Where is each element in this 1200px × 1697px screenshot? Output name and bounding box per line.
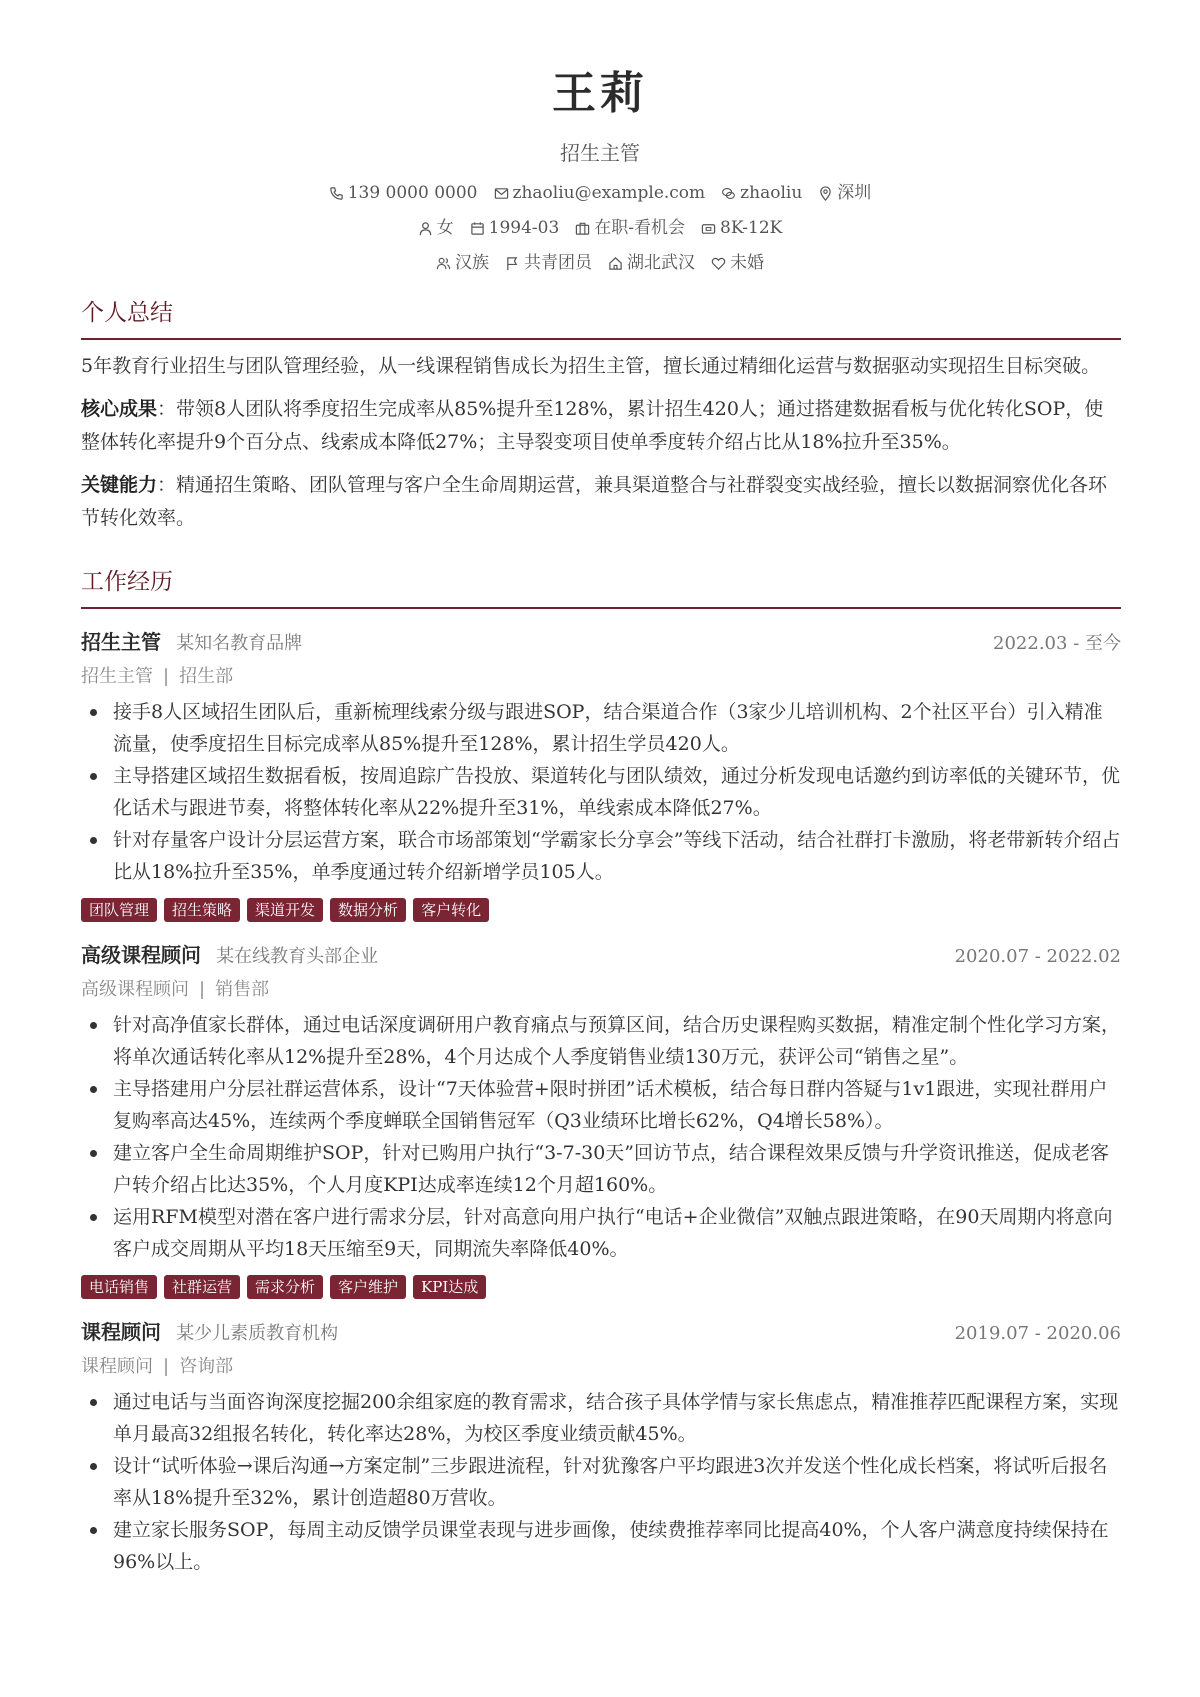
job-bullet: 建立客户全生命周期维护SOP，针对已购用户执行“3-7-30天”回访节点，结合课程效果反馈与升学资讯推送，促成老客户转介绍占比达35%，个人月度KPI达成率连续12个月超160%。 (81, 1137, 1121, 1201)
hometown-info (608, 250, 695, 276)
experience-title: 工作经历 (81, 569, 173, 595)
separator: | (163, 1356, 170, 1377)
skill-tag: 数据分析 (330, 898, 406, 922)
job-bullets (81, 696, 1121, 888)
experience-section (81, 565, 1121, 1578)
birth-info (470, 215, 560, 241)
gender-info (418, 215, 454, 241)
candidate-name: 王莉 (552, 68, 648, 119)
ethnicity-info (436, 250, 489, 276)
status-info (575, 215, 685, 241)
skill-tag: KPI达成 (413, 1275, 486, 1299)
job-department: 销售部 (215, 979, 270, 1000)
job-bullet: 主导搭建区域招生数据看板，按周追踪广告投放、渠道转化与团队绩效，通过分析发现电话邀约到访率低的关键环节，优化话术与跟进节奏，将整体转化率从22%提升至31%，单线索成本降低27%。 (81, 760, 1121, 824)
salary-info (701, 215, 782, 241)
briefcase-icon (575, 221, 590, 236)
job-entry (81, 1317, 1121, 1578)
job-entry (81, 627, 1121, 922)
skill-tag: 需求分析 (247, 1275, 323, 1299)
job-bullet: 设计“试听体验→课后沟通→方案定制”三步跟进流程，针对犹豫客户平均跟进3次并发送个性化成长档案，将试听后报名率从18%提升至32%，累计创造超80万营收。 (81, 1450, 1121, 1514)
gender-text: 女 (436, 218, 454, 238)
email-text: zhaoliu@example.com (512, 183, 706, 203)
experience-divider (81, 607, 1121, 609)
summary-intro: 5年教育行业招生与团队管理经验，从一线课程销售成长为招生主管，擅长通过精细化运营与数据驱动实现招生目标突破。 (81, 355, 1101, 377)
job-date: 2020.07 - 2022.02 (954, 946, 1121, 967)
phone-info (329, 180, 478, 206)
job-bullets (81, 1386, 1121, 1578)
status-text: 在职-看机会 (594, 218, 686, 238)
email-icon (494, 186, 509, 201)
skill-tag: 社群运营 (164, 1275, 240, 1299)
skill-tag: 客户转化 (413, 898, 489, 922)
profile-row (0, 215, 1200, 241)
job-tags (81, 1275, 1121, 1299)
political-info (505, 250, 592, 276)
job-bullet: 主导搭建用户分层社群运营体系，设计“7天体验营+限时拼团”话术模板，结合每日群内答疑与1v1跟进，实现社群用户复购率高达45%，连续两个季度蝉联全国销售冠军（Q3业绩环比增长62%，Q4增长58%）。 (81, 1073, 1121, 1137)
job-tags (81, 898, 1121, 922)
job-title: 招生主管 (81, 630, 161, 654)
phone-text: 139 0000 0000 (347, 183, 478, 203)
people-icon (436, 256, 451, 271)
job-bullet: 通过电话与当面咨询深度挖掘200余组家庭的教育需求，结合孩子具体学情与家长焦虑点，精准推荐匹配课程方案，实现单月最高32组报名转化，转化率达28%，为校区季度业绩贡献45%。 (81, 1386, 1121, 1450)
achievements-text: ：带领8人团队将季度招生完成率从85%提升至128%，累计招生420人；通过搭建数据看板与优化转化SOP，使整体转化率提升9个百分点、线索成本降低27%；主导裂变项目使单季度转介绍占比从18%拉升至35%。 (81, 398, 1104, 453)
achievements-label: 核心成果 (81, 398, 158, 420)
job-company: 某知名教育品牌 (176, 633, 303, 654)
job-date: 2022.03 - 至今 (993, 633, 1121, 654)
resume-body (81, 296, 1121, 1578)
hometown-text: 湖北武汉 (627, 253, 695, 273)
location-text: 深圳 (837, 183, 872, 203)
job-position: 招生主管 (81, 666, 153, 687)
wallet-icon (701, 221, 716, 236)
email-info (494, 180, 706, 206)
job-company: 某在线教育头部企业 (216, 946, 379, 967)
marital-info (711, 250, 764, 276)
wechat-info (721, 180, 802, 206)
person-icon (418, 221, 433, 236)
job-bullet: 针对高净值家长群体，通过电话深度调研用户教育痛点与预算区间，结合历史课程购买数据，精准定制个性化学习方案，将单次通话转化率从12%提升至28%，4个月达成个人季度销售业绩130万元，获评公司“销售之星”。 (81, 1009, 1121, 1073)
marital-text: 未婚 (730, 253, 764, 273)
salary-text: 8K-12K (720, 218, 783, 238)
skill-tag: 渠道开发 (247, 898, 323, 922)
skill-tag: 电话销售 (81, 1275, 157, 1299)
job-bullet: 建立家长服务SOP，每周主动反馈学员课堂表现与进步画像，使续费推荐率同比提高40%，个人客户满意度持续保持在96%以上。 (81, 1514, 1121, 1578)
resume-header (0, 0, 1200, 276)
job-company: 某少儿素质教育机构 (176, 1323, 339, 1344)
separator: | (199, 979, 206, 1000)
job-bullet: 针对存量客户设计分层运营方案，联合市场部策划“学霸家长分享会”等线下活动，结合社群打卡激励，将老带新转介绍占比从18%拉升至35%，单季度通过转介绍新增学员105人。 (81, 824, 1121, 888)
wechat-icon (721, 186, 736, 201)
ethnicity-text: 汉族 (455, 253, 489, 273)
political-text: 共青团员 (524, 253, 592, 273)
separator: | (163, 666, 170, 687)
summary-achievements (81, 393, 1121, 459)
flag-icon (505, 256, 520, 271)
skills-text: ：精通招生策略、团队管理与客户全生命周期运营，兼具渠道整合与社群裂变实战经验，擅长以数据洞察优化各环节转化效率。 (81, 474, 1108, 529)
summary-divider (81, 338, 1121, 340)
heart-icon (711, 256, 726, 271)
job-title: 课程顾问 (81, 1320, 161, 1344)
location-info (818, 180, 871, 206)
job-position-line (81, 975, 1121, 1005)
skill-tag: 团队管理 (81, 898, 157, 922)
birth-text: 1994-03 (488, 218, 560, 238)
home-icon (608, 256, 623, 271)
contact-row (0, 180, 1200, 206)
summary-skills (81, 469, 1121, 535)
job-position-line (81, 1352, 1121, 1382)
calendar-icon (470, 221, 485, 236)
summary-title: 个人总结 (81, 300, 173, 326)
job-bullets (81, 1009, 1121, 1265)
skill-tag: 客户维护 (330, 1275, 406, 1299)
candidate-role: 招生主管 (560, 141, 640, 165)
job-position: 高级课程顾问 (81, 979, 189, 1000)
job-position: 课程顾问 (81, 1356, 153, 1377)
job-entry (81, 940, 1121, 1299)
job-department: 招生部 (179, 666, 234, 687)
wechat-text: zhaoliu (740, 183, 803, 203)
job-bullet: 运用RFM模型对潜在客户进行需求分层，针对高意向用户执行“电话+企业微信”双触点跟进策略，在90天周期内将意向客户成交周期从平均18天压缩至9天，同期流失率降低40%。 (81, 1201, 1121, 1265)
job-title: 高级课程顾问 (81, 943, 201, 967)
job-department: 咨询部 (179, 1356, 234, 1377)
skills-label: 关键能力 (81, 474, 158, 496)
phone-icon (329, 186, 344, 201)
personal-row (0, 250, 1200, 276)
summary-section (81, 296, 1121, 535)
job-date: 2019.07 - 2020.06 (954, 1323, 1121, 1344)
location-icon (818, 186, 833, 201)
job-bullet: 接手8人区域招生团队后，重新梳理线索分级与跟进SOP，结合渠道合作（3家少儿培训机构、2个社区平台）引入精准流量，使季度招生目标完成率从85%提升至128%，累计招生学员420人。 (81, 696, 1121, 760)
job-position-line (81, 662, 1121, 692)
skill-tag: 招生策略 (164, 898, 240, 922)
